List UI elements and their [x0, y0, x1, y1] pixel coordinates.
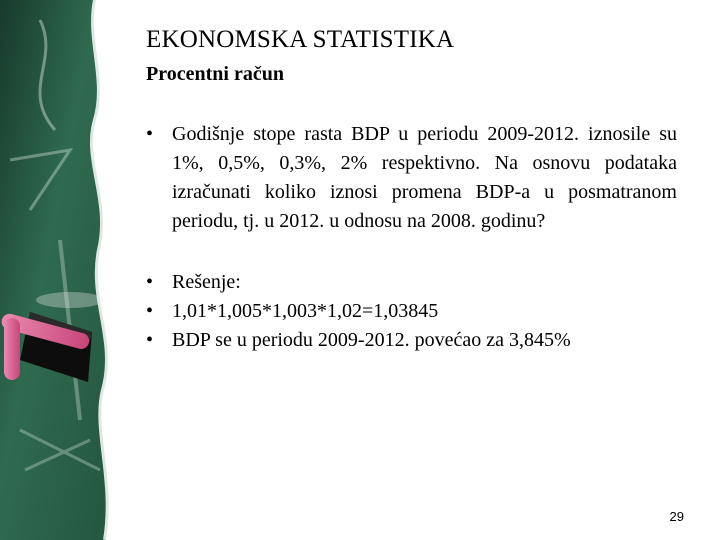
bullet-item-task [146, 120, 677, 236]
bullet-item-calculation [146, 297, 676, 326]
bullet-text: BDP se u periodu 2009-2012. povećao za 3,845% [172, 329, 571, 351]
slide-content [146, 0, 686, 540]
bullet-item-solution-heading [146, 268, 676, 297]
bullet-text: 1,01*1,005*1,003*1,02=1,03845 [172, 300, 439, 322]
page-number: 29 [669, 509, 684, 524]
bullet-icon: • [146, 300, 154, 322]
bullet-text: Rešenje: [172, 271, 241, 293]
slide-subtitle: Procentni račun [146, 63, 284, 85]
chalkboard-decoration [0, 0, 140, 540]
slide-title: EKONOMSKA STATISTIKA [146, 26, 455, 53]
bullet-icon: • [146, 329, 154, 351]
bullet-item-result [146, 326, 676, 355]
bullet-text: Godišnje stope rasta BDP u periodu 2009-2012. iznosile su 1%, 0,5%, 0,3%, 2% respektivno. Na osnovu podataka izračunati koliko iznosi promena BDP-a u posmatranom periodu, tj. u 2012. u odnosu na 2008. godinu? [172, 123, 677, 232]
bullet-list [146, 120, 676, 355]
bullet-icon: • [146, 123, 154, 145]
bullet-icon: • [146, 271, 154, 293]
